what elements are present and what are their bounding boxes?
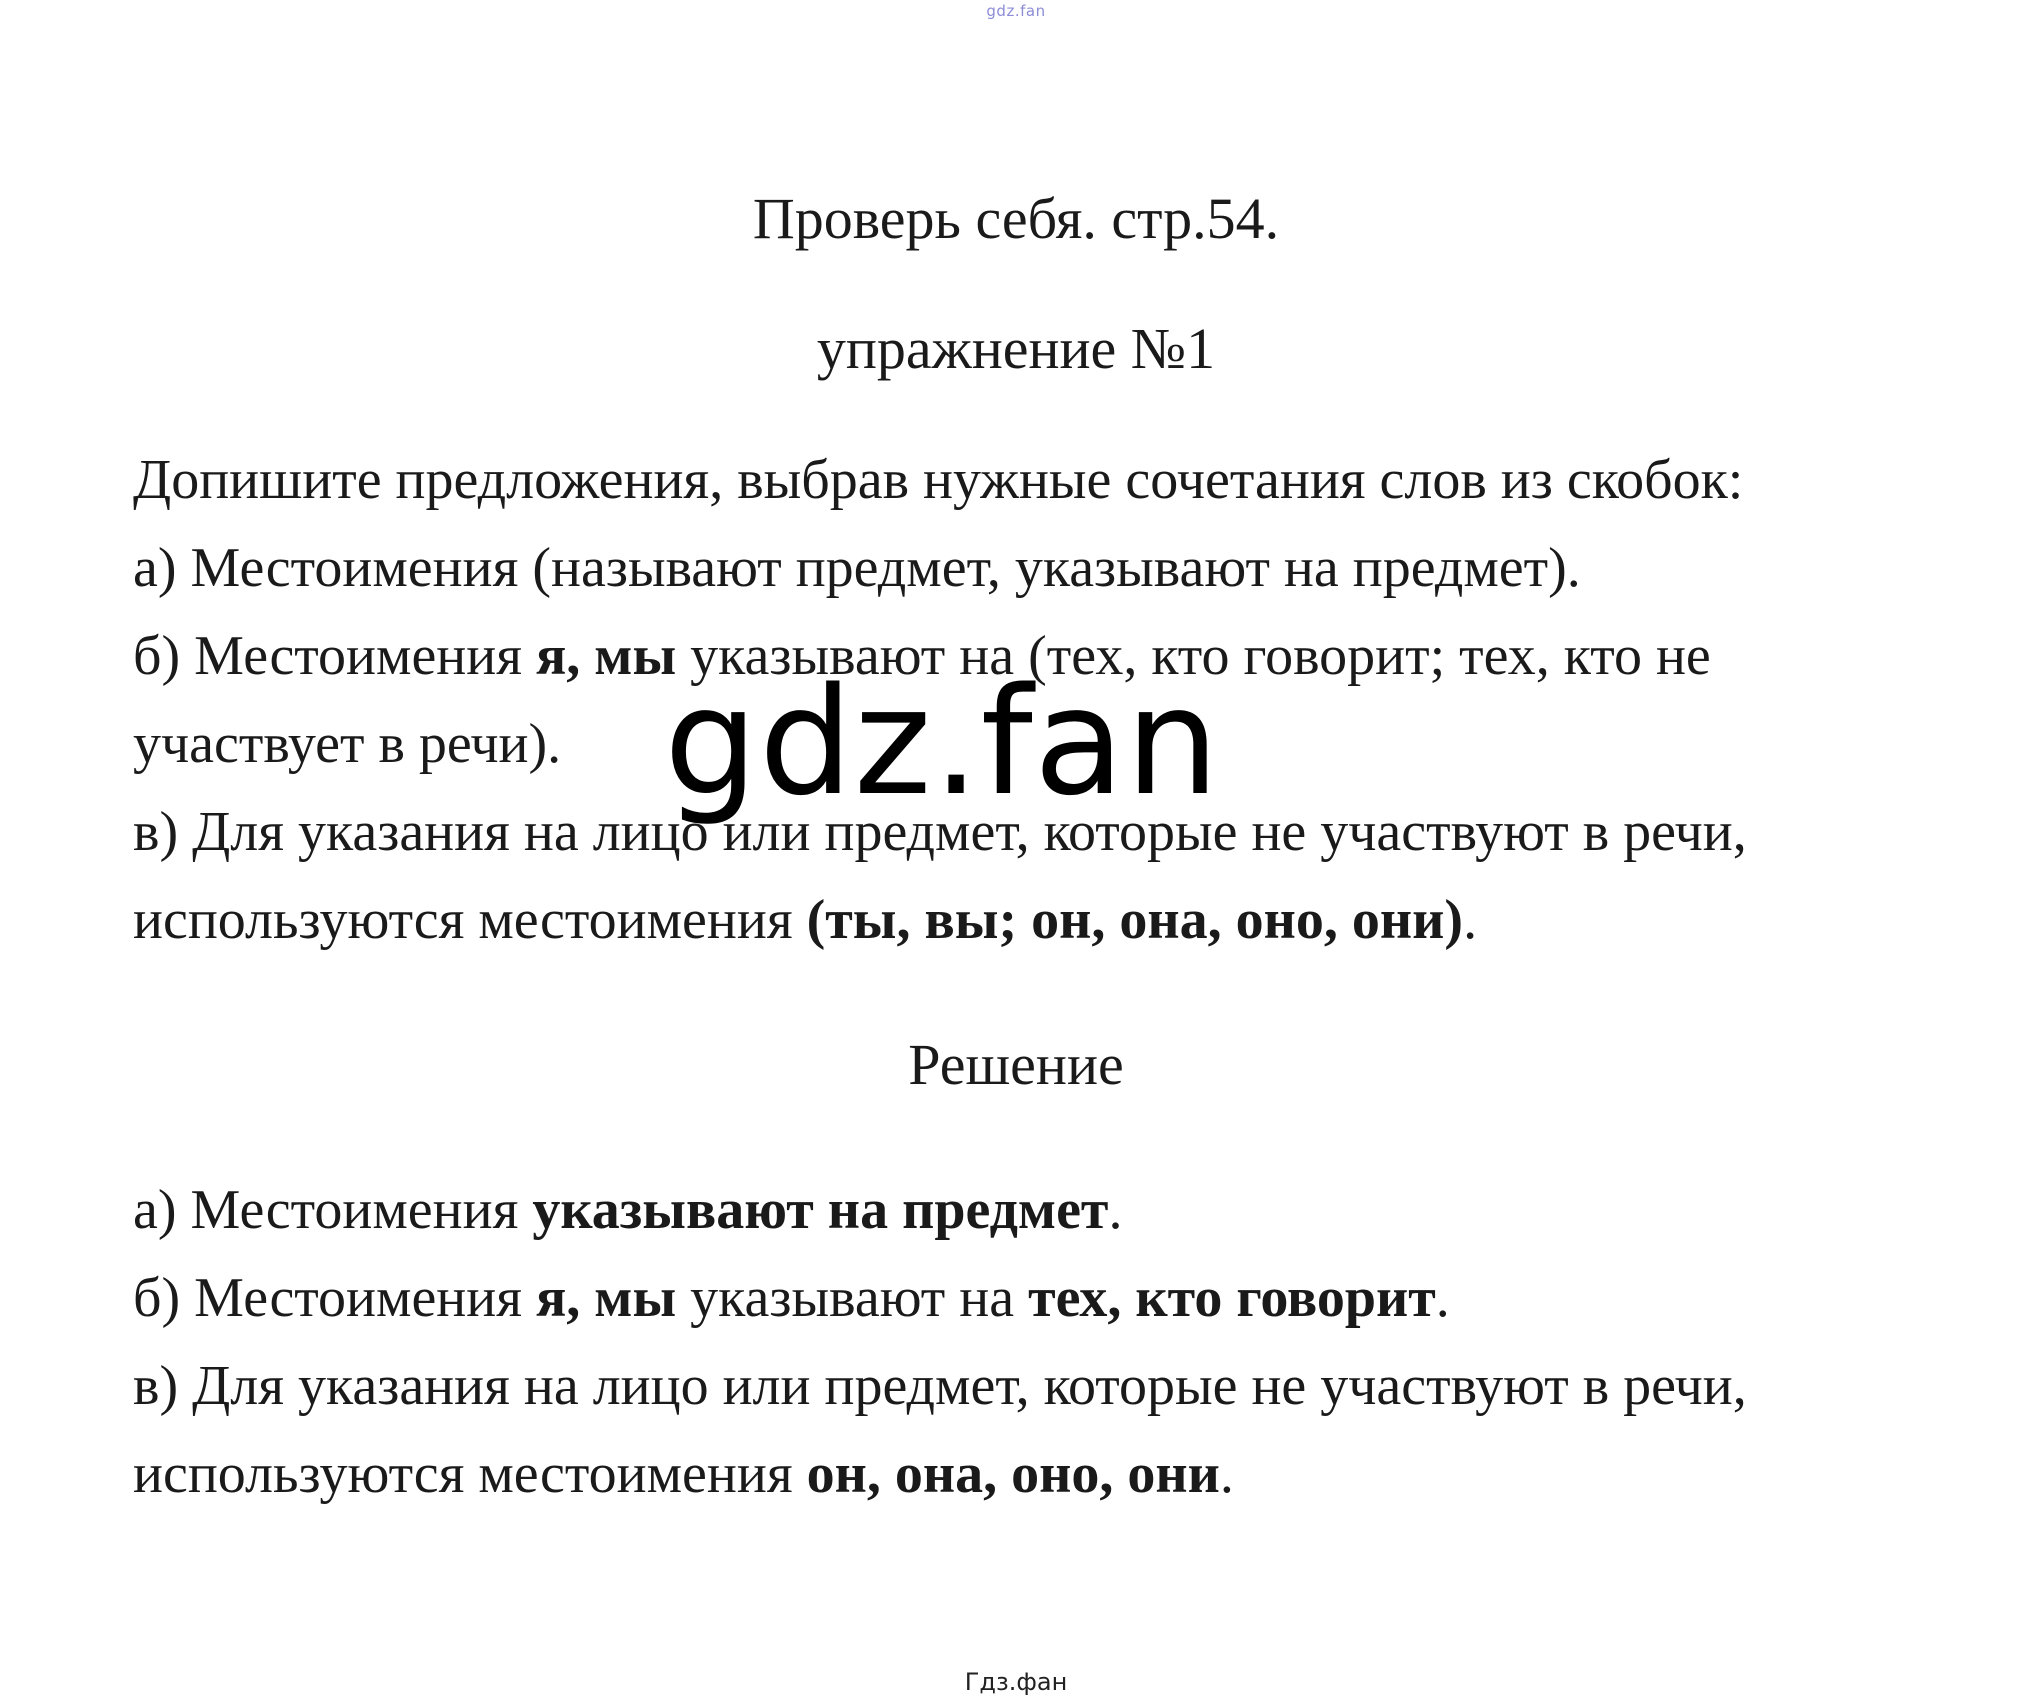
solution-item-b [133,1254,1933,1342]
solution-block [133,1166,1933,1518]
solution-item-a-bold: указывают на предмет [532,1179,1109,1241]
solution-item-v-bold: он, она, оно, они [806,1443,1220,1505]
solution-item-b-middle: указывают на [676,1267,1029,1329]
task-item-b-bold: я, мы [536,625,677,687]
solution-item-a-prefix: а) Местоимения [133,1179,533,1241]
solution-item-v-suffix: . [1219,1443,1234,1505]
solution-item-a [133,1166,1933,1254]
task-item-v-bold: (ты, вы; он, она, оно, они) [806,889,1464,951]
task-item-b-rest: указывают на (тех, кто говорит; тех, кто не [676,625,1711,687]
solution-item-b-bold2: тех, кто говорит [1028,1267,1436,1329]
task-item-v-line2 [133,876,1933,964]
solution-item-b-prefix: б) Местоимения [133,1267,536,1329]
task-item-b-prefix: б) Местоимения [133,625,536,687]
task-item-v-line1: в) Для указания на лицо или предмет, которые не участвуют в речи, [133,801,1747,863]
exercise-heading: упражнение №1 [816,316,1216,381]
solution-item-v-line1: в) Для указания на лицо или предмет, которые не участвуют в речи, [133,1355,1747,1417]
solution-item-v-line2 [133,1430,1933,1518]
task-intro: Допишите предложения, выбрав нужные сочетания слов из скобок: [133,449,1744,511]
top-watermark: gdz.fan [986,2,1046,20]
solution-item-b-suffix: . [1435,1267,1450,1329]
task-item-v-suffix: . [1463,889,1478,951]
bottom-watermark: Гдз.фан [964,1668,1068,1696]
page-title: Проверь себя. стр.54. [752,186,1280,251]
solution-item-a-suffix: . [1108,1179,1123,1241]
task-item-a: а) Местоимения (называют предмет, указывают на предмет). [133,537,1581,599]
solution-heading: Решение [908,1032,1124,1097]
solution-item-v-prefix: используются местоимения [133,1443,807,1505]
center-watermark: gdz.fan [664,656,1221,828]
task-item-b-line2: участвует в речи). [133,713,562,775]
task-item-v-prefix: используются местоимения [133,889,807,951]
solution-item-b-bold1: я, мы [536,1267,677,1329]
